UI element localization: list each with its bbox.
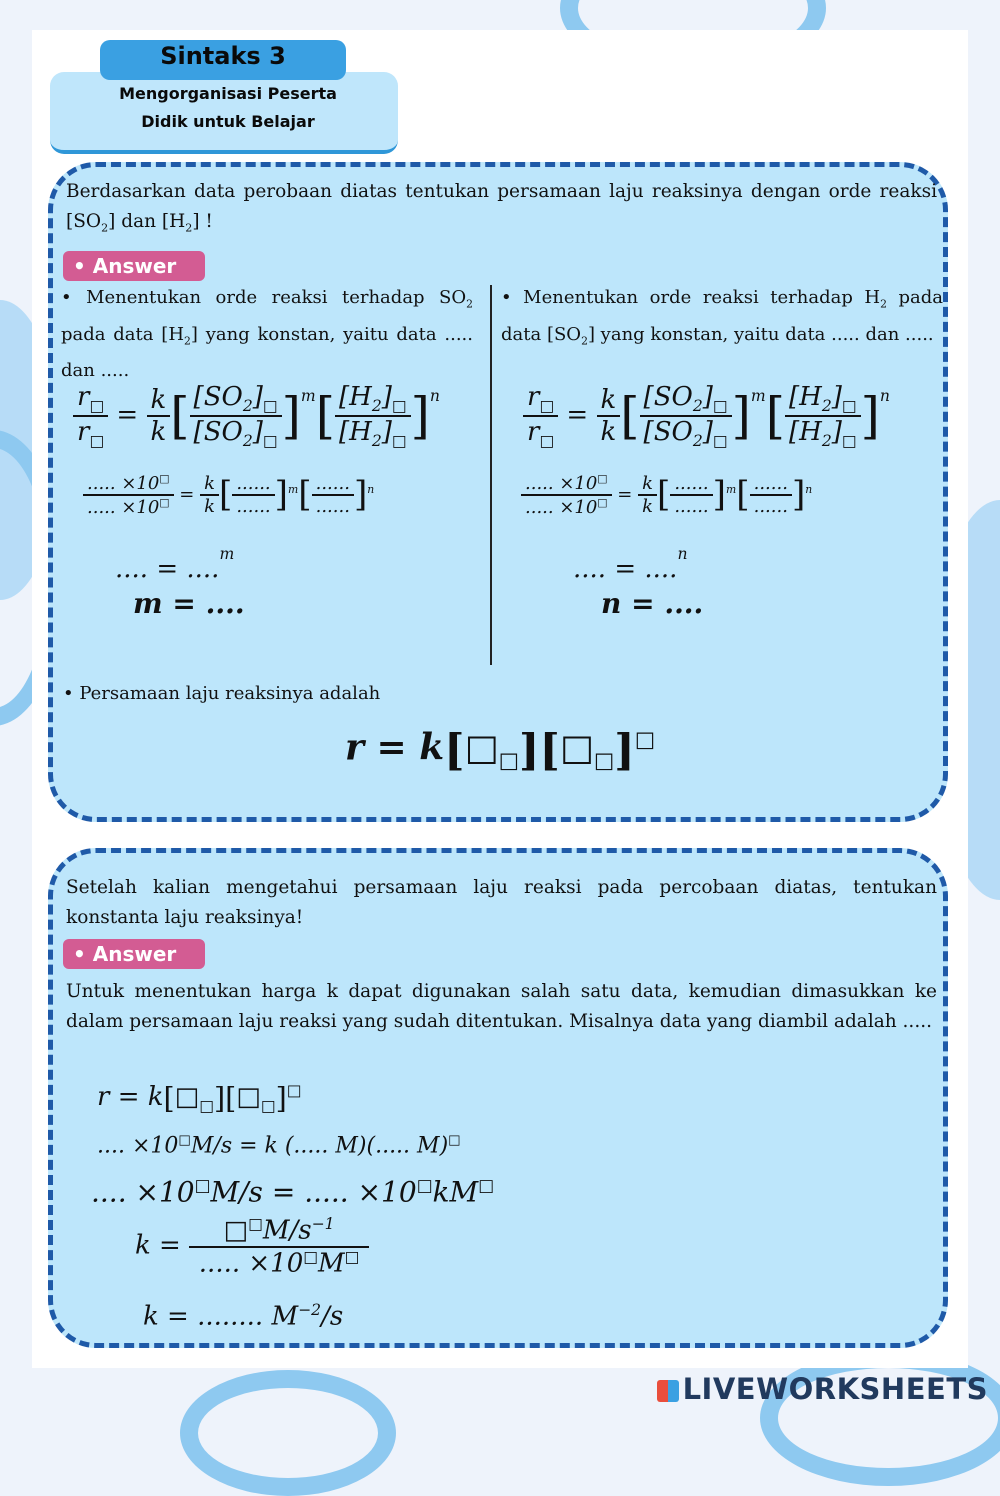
text: pada data [SO bbox=[501, 287, 943, 345]
blank-box[interactable]: □ bbox=[448, 1133, 461, 1148]
text: pada data [H bbox=[61, 323, 185, 345]
background-ring bbox=[760, 1350, 1000, 1486]
k-result: k = ........ $M^{-2}/s$ bbox=[143, 1301, 344, 1332]
constant-question: Setelah kalian mengetahui persamaan laju reaksi pada percobaan diatas, tentukan konstanta laju reaksinya! bbox=[66, 877, 937, 928]
subscript: 2 bbox=[466, 297, 473, 311]
blank-box[interactable]: □ bbox=[89, 397, 105, 416]
answer-badge: • Answer bbox=[63, 251, 205, 281]
blank-box[interactable]: □ bbox=[597, 496, 608, 509]
subscript: 2 bbox=[101, 221, 109, 235]
header-subtitle bbox=[70, 80, 386, 136]
header-subtitle-line1: Mengorganisasi Peserta bbox=[119, 84, 337, 103]
left-power-equation: .... = ....$^m$ bbox=[115, 545, 235, 584]
left-result: m = .... bbox=[133, 587, 245, 620]
question-text: ] dan [H bbox=[108, 211, 186, 232]
blank-box[interactable]: □ bbox=[199, 1097, 214, 1116]
blank-box[interactable]: □ bbox=[539, 432, 555, 451]
k-ratio: $\frac{k}{k}$ bbox=[147, 385, 171, 447]
text: ] yang konstan, yaitu data ..... dan ..... bbox=[61, 323, 474, 382]
blank-box[interactable]: □ bbox=[593, 748, 615, 774]
blank-box[interactable]: □ bbox=[634, 727, 656, 753]
right-column-text bbox=[501, 283, 943, 356]
r-symbol: r bbox=[77, 417, 90, 448]
background-ring bbox=[180, 1370, 396, 1496]
blank-box[interactable]: □ bbox=[344, 1247, 360, 1266]
header-title: Sintaks 3 bbox=[160, 42, 286, 70]
left-column-text bbox=[61, 283, 473, 386]
blank-box[interactable]: □ bbox=[174, 1082, 200, 1112]
rate-ratio bbox=[73, 382, 108, 450]
rate-equation: $r = k[□_□][□_□]^□$ bbox=[345, 725, 656, 776]
question-text: Berdasarkan data perobaan diatas tentukan persamaan laju reaksinya dengan orde reaksi [SO bbox=[66, 181, 937, 232]
blank-box[interactable]: □ bbox=[841, 397, 857, 416]
blank-box[interactable]: □ bbox=[159, 472, 170, 485]
blank-box[interactable]: □ bbox=[712, 432, 728, 451]
constant-panel bbox=[48, 848, 948, 1348]
blank-box[interactable]: □ bbox=[841, 432, 857, 451]
simplified-line: .... ×10□M/s = ..... ×10□kM□ bbox=[91, 1175, 495, 1209]
blank-box[interactable]: □ bbox=[178, 1133, 191, 1148]
order-n: n bbox=[429, 387, 440, 406]
so2-ratio: $\frac{[SO_2]_□}{[SO_2]_□}$ bbox=[190, 382, 282, 450]
order-m: m bbox=[300, 387, 316, 406]
logo-icon bbox=[657, 1380, 679, 1402]
text: • Menentukan orde reaksi terhadap H bbox=[501, 287, 881, 308]
right-power-equation: .... = ....$^n$ bbox=[573, 545, 688, 584]
blank-box[interactable]: □ bbox=[464, 726, 499, 769]
r-symbol: r bbox=[77, 382, 90, 412]
blank-box[interactable]: □ bbox=[262, 397, 278, 416]
blank-box[interactable]: □ bbox=[236, 1082, 261, 1112]
right-result: n = .... bbox=[601, 587, 704, 620]
rate-bullet: • Persamaan laju reaksinya adalah bbox=[63, 683, 381, 704]
right-substitution: $\frac{..... \times 10^□}{..... \times 10^□}$ = $\frac{k}{k}$ [ $\frac{......}{......}$ ]$^m$[ $\frac{......}{......}$ ]$^n$ bbox=[521, 472, 812, 518]
blank-box[interactable]: □ bbox=[260, 1097, 276, 1116]
question-text: ] ! bbox=[192, 211, 213, 232]
subscript: 2 bbox=[581, 334, 588, 348]
left-ratio-equation: $\frac{r_□}{r_□}$ = $\frac{k}{k}$ [ $\frac{[SO_2]_□}{[SO_2]_□}$ ]$^m$[ $\frac{[H_2]_□}{[H_2]_□}$ ]$^n$ bbox=[73, 382, 440, 450]
blank-box[interactable]: □ bbox=[559, 726, 594, 769]
k-fraction-line: k = $\frac{□^□M/s^{-1}}{..... \times 10^□M^□}$ bbox=[135, 1215, 369, 1278]
blank-box[interactable]: □ bbox=[248, 1215, 263, 1233]
blank-box[interactable]: □ bbox=[159, 496, 170, 509]
blank-box[interactable]: □ bbox=[194, 1175, 211, 1195]
blank-box[interactable]: □ bbox=[597, 472, 608, 485]
blank-box[interactable]: □ bbox=[478, 1175, 495, 1195]
blank-box[interactable]: □ bbox=[391, 397, 407, 416]
constant-explanation: Untuk menentukan harga k dapat digunakan salah satu data, kemudian dimasukkan ke dalam persamaan laju reaksi yang sudah ditentukan. Misalnya data yang diambil adalah ..... bbox=[66, 981, 937, 1032]
blank-box[interactable]: □ bbox=[712, 397, 728, 416]
blank-box[interactable]: □ bbox=[539, 397, 555, 416]
blank-box[interactable]: □ bbox=[262, 432, 278, 451]
text: • Menentukan orde reaksi terhadap SO bbox=[61, 287, 467, 308]
text: ] yang konstan, yaitu data ..... dan ..... bbox=[587, 323, 934, 345]
blank-box[interactable]: □ bbox=[303, 1247, 318, 1266]
blank-box[interactable]: □ bbox=[391, 432, 407, 451]
subscript: 2 bbox=[880, 297, 887, 311]
answer-badge: • Answer bbox=[63, 939, 205, 969]
order-panel bbox=[48, 162, 948, 822]
column-divider bbox=[490, 285, 492, 665]
blank-box[interactable]: □ bbox=[223, 1215, 249, 1246]
blank-box[interactable]: □ bbox=[498, 748, 519, 774]
header-subtitle-line2: Didik untuk Belajar bbox=[141, 112, 315, 131]
blank-box[interactable]: □ bbox=[416, 1175, 433, 1195]
blank-box[interactable]: □ bbox=[89, 432, 105, 451]
right-ratio-equation: $\frac{r_□}{r_□}$ = $\frac{k}{k}$ [ $\frac{[SO_2]_□}{[SO_2]_□}$ ]$^m$[ $\frac{[H_2]_□}{[H_2]_□}$ ]$^n$ bbox=[523, 382, 890, 450]
substitution-line: .... ×10□M/s = k (..... M)(..... M)□ bbox=[97, 1133, 461, 1159]
left-substitution: $\frac{..... \times 10^□}{..... \times 10^□}$ = $\frac{k}{k}$ [ $\frac{......}{......}$ ]$^m$[ $\frac{......}{......}$ ]$^n$ bbox=[83, 472, 374, 518]
rate-law-line: $r = k[□_□][□_□]^□$ bbox=[97, 1081, 302, 1116]
h2-ratio: $\frac{[H_2]_□}{[H_2]_□}$ bbox=[335, 382, 411, 450]
logo-text: LIVEWORKSHEETS bbox=[682, 1372, 988, 1406]
order-question bbox=[66, 177, 937, 244]
subscript: 2 bbox=[185, 221, 193, 235]
subscript: 2 bbox=[184, 334, 191, 348]
liveworksheets-logo[interactable] bbox=[657, 1372, 988, 1406]
blank-box[interactable]: □ bbox=[286, 1081, 302, 1100]
